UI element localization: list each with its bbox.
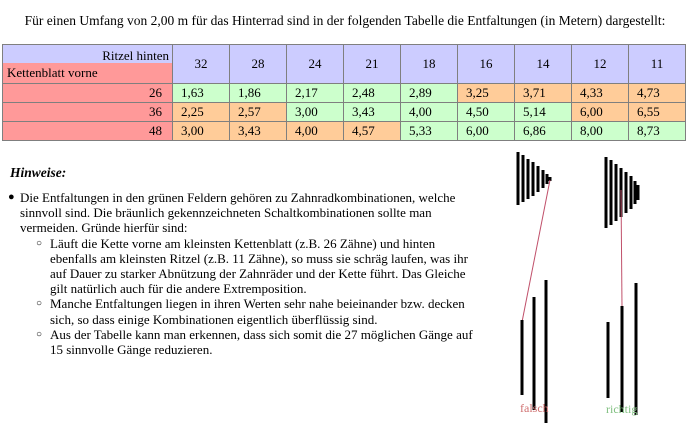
notes-sub-text: Manche Entfaltungen liegen in ihren Werten sehr nahe beieinander bzw. decken sich, so dass einige Kombinationen eigentlich überflüssig sind. (50, 296, 465, 327)
notes-sub-item (34, 296, 483, 326)
label-falsch: falsch (520, 401, 549, 415)
table-row (3, 103, 686, 122)
rear-cassette-right (606, 157, 638, 228)
row-label: 36 (3, 103, 173, 122)
notes-title: Hinweise: (10, 165, 67, 180)
notes-main-item (8, 190, 483, 357)
table-cell: 1,63 (173, 84, 230, 103)
table-cell: 6,00 (572, 103, 629, 122)
table-cell: 4,57 (344, 122, 401, 141)
table-cell: 3,00 (173, 122, 230, 141)
column-header-11: 11 (629, 45, 686, 84)
column-header-24: 24 (287, 45, 344, 84)
table-cell: 8,73 (629, 122, 686, 141)
chain-line-diagram (500, 150, 690, 427)
table-cell: 2,89 (401, 84, 458, 103)
table-cell: 4,33 (572, 84, 629, 103)
label-richtig: richtig (606, 402, 638, 416)
header-row (3, 45, 686, 84)
circle-bullet-icon: ○ (36, 298, 43, 310)
table-cell: 5,14 (515, 103, 572, 122)
table-row (3, 122, 686, 141)
row-label: 26 (3, 84, 173, 103)
column-header-28: 28 (230, 45, 287, 84)
column-header-12: 12 (572, 45, 629, 84)
notes-sublist (20, 236, 483, 358)
column-header-32: 32 (173, 45, 230, 84)
table-cell: 6,55 (629, 103, 686, 122)
table-cell: 8,00 (572, 122, 629, 141)
table-cell: 5,33 (401, 122, 458, 141)
table-cell: 2,48 (344, 84, 401, 103)
richtig-diagram (606, 157, 638, 415)
table-cell: 3,00 (287, 103, 344, 122)
column-header-14: 14 (515, 45, 572, 84)
notes-list (8, 190, 483, 357)
table-cell: 2,25 (173, 103, 230, 122)
notes (8, 190, 483, 357)
corner-label-rear: Ritzel hinten (102, 48, 169, 63)
column-header-16: 16 (458, 45, 515, 84)
gear-table-body (3, 45, 686, 141)
intro-text: Für einen Umfang von 2,00 m für das Hinterrad sind in der folgenden Tabelle die Entfaltungen (in Metern) dargestellt: (24, 13, 666, 28)
gear-table (2, 44, 686, 141)
falsch-diagram (518, 152, 550, 423)
table-cell: 4,50 (458, 103, 515, 122)
circle-bullet-icon: ○ (36, 237, 43, 249)
table-cell: 6,00 (458, 122, 515, 141)
table-cell: 3,43 (344, 103, 401, 122)
table-cell: 2,17 (287, 84, 344, 103)
column-header-21: 21 (344, 45, 401, 84)
notes-sub-text: Läuft die Kette vorne am kleinsten Kettenblatt (z.B. 26 Zähne) und hinten ebenfalls am kleinsten Ritzel (z.B. 11 Zähne), so muss sie schräg laufen, was ihr auf Dauer zu starker Abnützung der Zahnräder und der Kette führt. Das Gleiche gilt natürlich auch für die andere Extremposition. (50, 235, 468, 297)
notes-main-text: Die Entfaltungen in den grünen Feldern gehören zu Zahnradkombinationen, welche sinnvoll sind. Die bräunlich gekennzeichneten Schaltkombinationen sollte man vermeiden. Gründe hierfür sind: (20, 190, 456, 236)
table-row (3, 84, 686, 103)
bullet-icon: ● (8, 191, 15, 203)
row-label: 48 (3, 122, 173, 141)
table-cell: 4,73 (629, 84, 686, 103)
table-cell: 6,86 (515, 122, 572, 141)
table-cell: 1,86 (230, 84, 287, 103)
table-cell: 3,43 (230, 122, 287, 141)
table-cell: 4,00 (287, 122, 344, 141)
column-header-18: 18 (401, 45, 458, 84)
table-cell: 3,25 (458, 84, 515, 103)
circle-bullet-icon: ○ (36, 328, 43, 340)
table-cell: 2,57 (230, 103, 287, 122)
corner-label-front: Kettenblatt vorne (3, 63, 172, 83)
notes-sub-item (34, 236, 483, 297)
table-cell: 4,00 (401, 103, 458, 122)
table-cell: 3,71 (515, 84, 572, 103)
rear-cassette-wrong (518, 152, 550, 205)
corner-cell (3, 45, 173, 84)
notes-sub-item (34, 327, 483, 357)
notes-sub-text: Aus der Tabelle kann man erkennen, dass sich somit die 27 möglichen Gänge auf 15 sinnvolle Gänge reduzieren. (50, 326, 473, 358)
